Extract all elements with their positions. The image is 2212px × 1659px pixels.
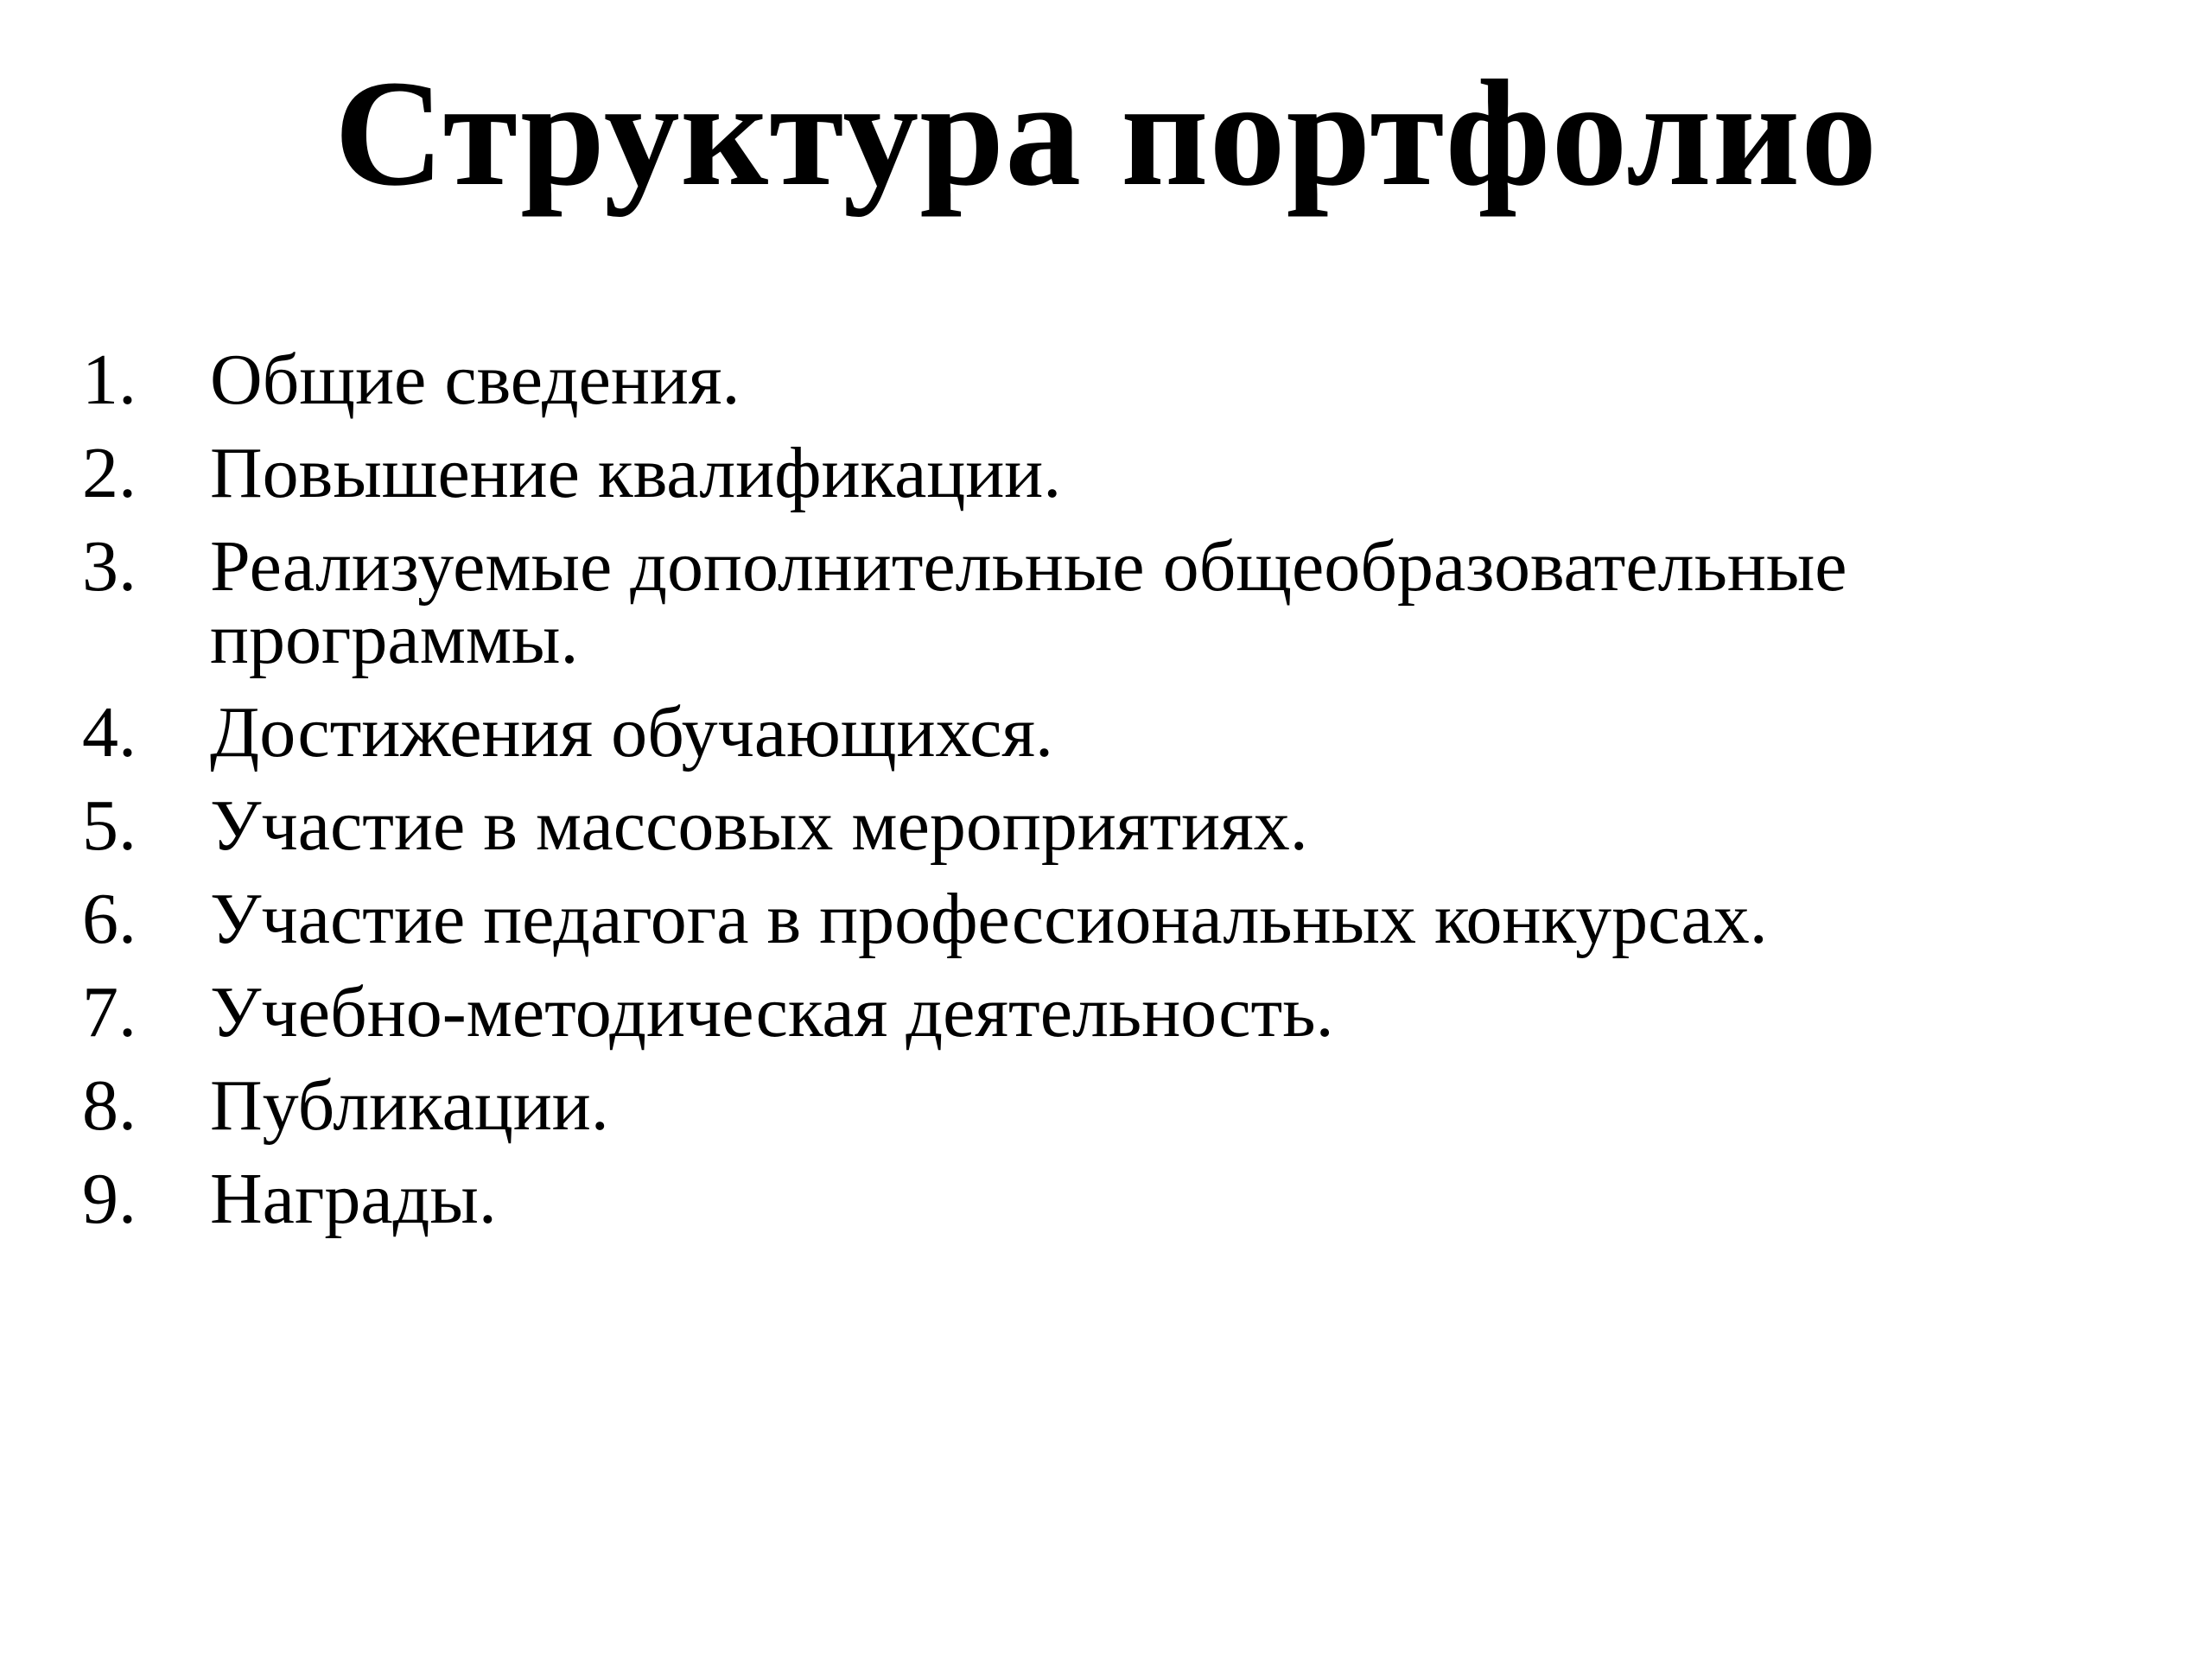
list-item-text: Учебно-методическая деятельность. (210, 972, 1334, 1052)
list-item (82, 879, 2139, 959)
list-item-text: Награды. (210, 1159, 497, 1239)
list-item (82, 340, 2139, 420)
list-item (82, 1159, 2139, 1239)
list-item (82, 433, 2139, 513)
list-item-number: 7. (82, 972, 137, 1052)
list-item-number: 6. (82, 879, 137, 959)
list-item-text: Общие сведения. (210, 340, 741, 420)
portfolio-structure-list (82, 340, 2139, 1256)
list-item-number: 9. (82, 1159, 137, 1239)
list-item (82, 1065, 2139, 1146)
list-item-text: Публикации. (210, 1065, 609, 1146)
list-item (82, 972, 2139, 1052)
list-item (82, 526, 2139, 679)
list-item-text: Реализуемые дополнительные общеобразовательные программы. (210, 526, 1847, 679)
list-item-number: 1. (82, 340, 137, 420)
list-item-number: 3. (82, 526, 137, 607)
list-item-text: Повышение квалификации. (210, 433, 1062, 513)
slide-title: Структура портфолио (334, 49, 1878, 218)
list-item-number: 2. (82, 433, 137, 513)
list-item-number: 4. (82, 692, 137, 772)
list-item-number: 8. (82, 1065, 137, 1146)
list-item-text: Участие педагога в профессиональных конкурсах. (210, 879, 1768, 959)
list-item-number: 5. (82, 785, 137, 866)
list-item (82, 692, 2139, 772)
list-item-text: Участие в массовых мероприятиях. (210, 785, 1308, 866)
list-item (82, 785, 2139, 866)
list-item-text: Достижения обучающихся. (210, 692, 1054, 772)
